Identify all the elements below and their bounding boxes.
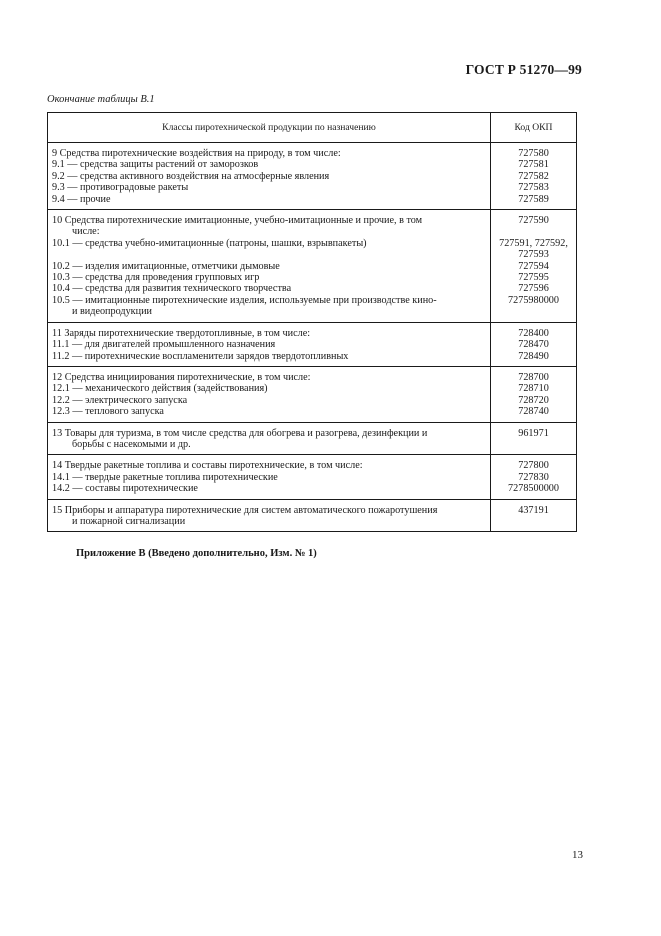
appendix-note: Приложение В (Введено дополнительно, Изм. № 1) — [76, 548, 317, 559]
row-okp-code: 7278500000 — [491, 483, 577, 499]
table-row — [48, 261, 577, 272]
row-okp-code: 727591, 727592, — [491, 238, 577, 249]
table-row — [48, 210, 577, 227]
row-class-name: борьбы с насекомыми и др. — [48, 439, 491, 455]
row-class-name — [48, 249, 491, 260]
row-okp-code: 727593 — [491, 249, 577, 260]
row-class-name: числе: — [48, 226, 491, 237]
table-row — [48, 226, 577, 237]
row-okp-code: 728470 — [491, 339, 577, 350]
row-okp-code — [491, 516, 577, 532]
row-okp-code: 961971 — [491, 422, 577, 439]
table-row — [48, 143, 577, 160]
table-row — [48, 366, 577, 383]
table-caption: Окончание таблицы В.1 — [47, 94, 155, 105]
row-class-name: 9 Средства пиротехнические воздействия на природу, в том числе: — [48, 143, 491, 160]
row-class-name: 10.2 — изделия имитационные, отметчики дымовые — [48, 261, 491, 272]
column-header-classes: Классы пиротехнической продукции по назначению — [48, 113, 491, 143]
row-okp-code: 727830 — [491, 472, 577, 483]
page-number: 13 — [572, 849, 583, 861]
row-okp-code: 727596 — [491, 283, 577, 294]
row-okp-code — [491, 306, 577, 322]
document-code: ГОСТ Р 51270—99 — [465, 62, 582, 77]
table-row — [48, 406, 577, 422]
row-class-name: 9.3 — противоградовые ракеты — [48, 182, 491, 193]
row-okp-code: 727594 — [491, 261, 577, 272]
row-okp-code: 727581 — [491, 159, 577, 170]
table-row — [48, 238, 577, 249]
table-row — [48, 483, 577, 499]
row-class-name: и пожарной сигнализации — [48, 516, 491, 532]
row-class-name: 9.1 — средства защиты растений от заморозков — [48, 159, 491, 170]
table-row — [48, 472, 577, 483]
table-row — [48, 439, 577, 455]
row-class-name: и видеопродукции — [48, 306, 491, 322]
row-class-name: 10.4 — средства для развития технического творчества — [48, 283, 491, 294]
column-header-okp-code: Код ОКП — [491, 113, 577, 143]
row-class-name: 14 Твердые ракетные топлива и составы пиротехнические, в том числе: — [48, 455, 491, 472]
row-class-name: 12.3 — теплового запуска — [48, 406, 491, 422]
table-row — [48, 322, 577, 339]
row-class-name: 10 Средства пиротехнические имитационные, учебно-имитационные и прочие, в том — [48, 210, 491, 227]
table-row — [48, 283, 577, 294]
table-row — [48, 499, 577, 516]
row-okp-code: 728490 — [491, 351, 577, 367]
row-class-name: 10.5 — имитационные пиротехнические изделия, используемые при производстве кино- — [48, 295, 491, 306]
row-okp-code: 728710 — [491, 383, 577, 394]
table-row — [48, 306, 577, 322]
row-class-name: 13 Товары для туризма, в том числе средства для обогрева и разогрева, дезинфекции и — [48, 422, 491, 439]
row-okp-code: 728400 — [491, 322, 577, 339]
row-okp-code: 728700 — [491, 366, 577, 383]
row-okp-code: 727800 — [491, 455, 577, 472]
table-row — [48, 272, 577, 283]
row-class-name: 14.2 — составы пиротехнические — [48, 483, 491, 499]
classification-table — [47, 112, 577, 532]
table-row — [48, 182, 577, 193]
table-row — [48, 194, 577, 210]
table-row — [48, 455, 577, 472]
table-row — [48, 171, 577, 182]
row-okp-code — [491, 439, 577, 455]
row-okp-code: 727589 — [491, 194, 577, 210]
row-okp-code: 7275980000 — [491, 295, 577, 306]
row-okp-code: 727582 — [491, 171, 577, 182]
row-class-name: 11 Заряды пиротехнические твердотопливные, в том числе: — [48, 322, 491, 339]
table-row — [48, 516, 577, 532]
table-row — [48, 339, 577, 350]
row-okp-code: 728740 — [491, 406, 577, 422]
row-class-name: 11.1 — для двигателей промышленного назначения — [48, 339, 491, 350]
row-okp-code: 437191 — [491, 499, 577, 516]
row-okp-code: 728720 — [491, 395, 577, 406]
table-row — [48, 351, 577, 367]
row-class-name: 10.3 — средства для проведения групповых игр — [48, 272, 491, 283]
table-row — [48, 295, 577, 306]
row-class-name: 12 Средства инициирования пиротехнические, в том числе: — [48, 366, 491, 383]
table-row — [48, 383, 577, 394]
row-okp-code: 727595 — [491, 272, 577, 283]
row-class-name: 9.2 — средства активного воздействия на атмосферные явления — [48, 171, 491, 182]
row-okp-code — [491, 226, 577, 237]
row-class-name: 12.2 — электрического запуска — [48, 395, 491, 406]
table-row — [48, 249, 577, 260]
row-class-name: 10.1 — средства учебно-имитационные (патроны, шашки, взрывпакеты) — [48, 238, 491, 249]
row-class-name: 15 Приборы и аппаратура пиротехнические для систем автоматического пожаротушения — [48, 499, 491, 516]
row-class-name: 11.2 — пиротехнические воспламенители зарядов твердотопливных — [48, 351, 491, 367]
row-okp-code: 727580 — [491, 143, 577, 160]
table-body — [48, 143, 577, 532]
row-class-name: 12.1 — механического действия (задействования) — [48, 383, 491, 394]
table-row — [48, 422, 577, 439]
row-class-name: 9.4 — прочие — [48, 194, 491, 210]
table-header-row — [48, 113, 577, 143]
row-okp-code: 727583 — [491, 182, 577, 193]
row-class-name: 14.1 — твердые ракетные топлива пиротехнические — [48, 472, 491, 483]
table-row — [48, 395, 577, 406]
table-row — [48, 159, 577, 170]
row-okp-code: 727590 — [491, 210, 577, 227]
